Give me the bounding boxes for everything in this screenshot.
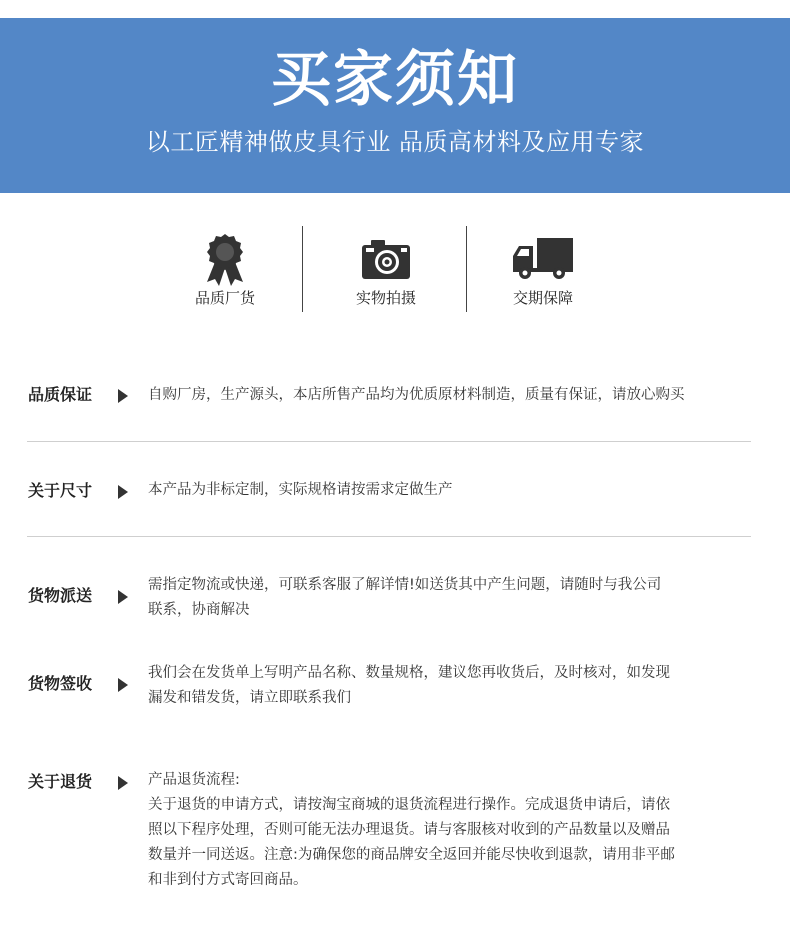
feature-label: 品质厂货 (194, 289, 255, 307)
header-banner (0, 18, 790, 193)
arrow-right-icon (118, 485, 128, 499)
text-line: 关于退货的申请方式，请按淘宝商城的退货流程进行操作。完成退货申请后，请依 (148, 797, 670, 813)
text-line: 本产品为非标定制，实际规格请按需求定做生产 (148, 482, 453, 498)
text-line: 自购厂房，生产源头，本店所售产品均为优质原材料制造，质量有保证，请放心购买 (148, 387, 685, 403)
feature-label: 交期保障 (512, 289, 573, 307)
text-line: 数量并一同送返。注意:为确保您的商品牌安全返回并能尽快收到退款，请用非平邮 (148, 847, 675, 863)
page-subtitle: 以工匠精神做皮具行业 品质高材料及应用专家 (145, 128, 645, 156)
delivery-truck-icon (511, 236, 575, 280)
divider (27, 536, 751, 537)
arrow-right-icon (118, 389, 128, 403)
divider (302, 226, 303, 312)
section-text-receipt (148, 661, 763, 711)
arrow-right-icon (118, 678, 128, 692)
section-label-receipt: 货物签收 (28, 674, 93, 693)
text-line: 照以下程序处理，否则可能无法办理退货。请与客服核对收到的产品数量以及赠品 (148, 822, 670, 838)
feature-quality (150, 228, 300, 318)
section-text-shipping (148, 573, 763, 623)
text-line: 需指定物流或快递，可联系客服了解详情!如送货其中产生问题，请随时与我公司 (148, 577, 662, 593)
text-line: 和非到付方式寄回商品。 (148, 872, 308, 888)
section-text-returns (148, 768, 763, 893)
divider (466, 226, 467, 312)
feature-delivery (468, 228, 618, 318)
text-line: 联系，协商解决 (148, 602, 250, 618)
page-title: 买家须知 (271, 45, 519, 115)
award-ribbon-icon (201, 232, 249, 288)
camera-icon (361, 238, 411, 282)
text-line: 漏发和错发货，请立即联系我们 (148, 690, 351, 706)
section-label-returns: 关于退货 (28, 772, 93, 791)
section-label-size: 关于尺寸 (28, 481, 93, 500)
arrow-right-icon (118, 776, 128, 790)
arrow-right-icon (118, 590, 128, 604)
section-label-quality: 品质保证 (28, 385, 93, 404)
text-line: 我们会在发货单上写明产品名称、数量规格，建议您再收货后，及时核对，如发现 (148, 665, 670, 681)
section-text-quality (148, 383, 763, 408)
feature-label: 实物拍摄 (355, 289, 416, 307)
feature-photo (311, 228, 461, 318)
section-label-shipping: 货物派送 (28, 586, 93, 605)
text-line: 产品退货流程: (148, 772, 240, 788)
section-text-size (148, 478, 763, 503)
divider (27, 441, 751, 442)
